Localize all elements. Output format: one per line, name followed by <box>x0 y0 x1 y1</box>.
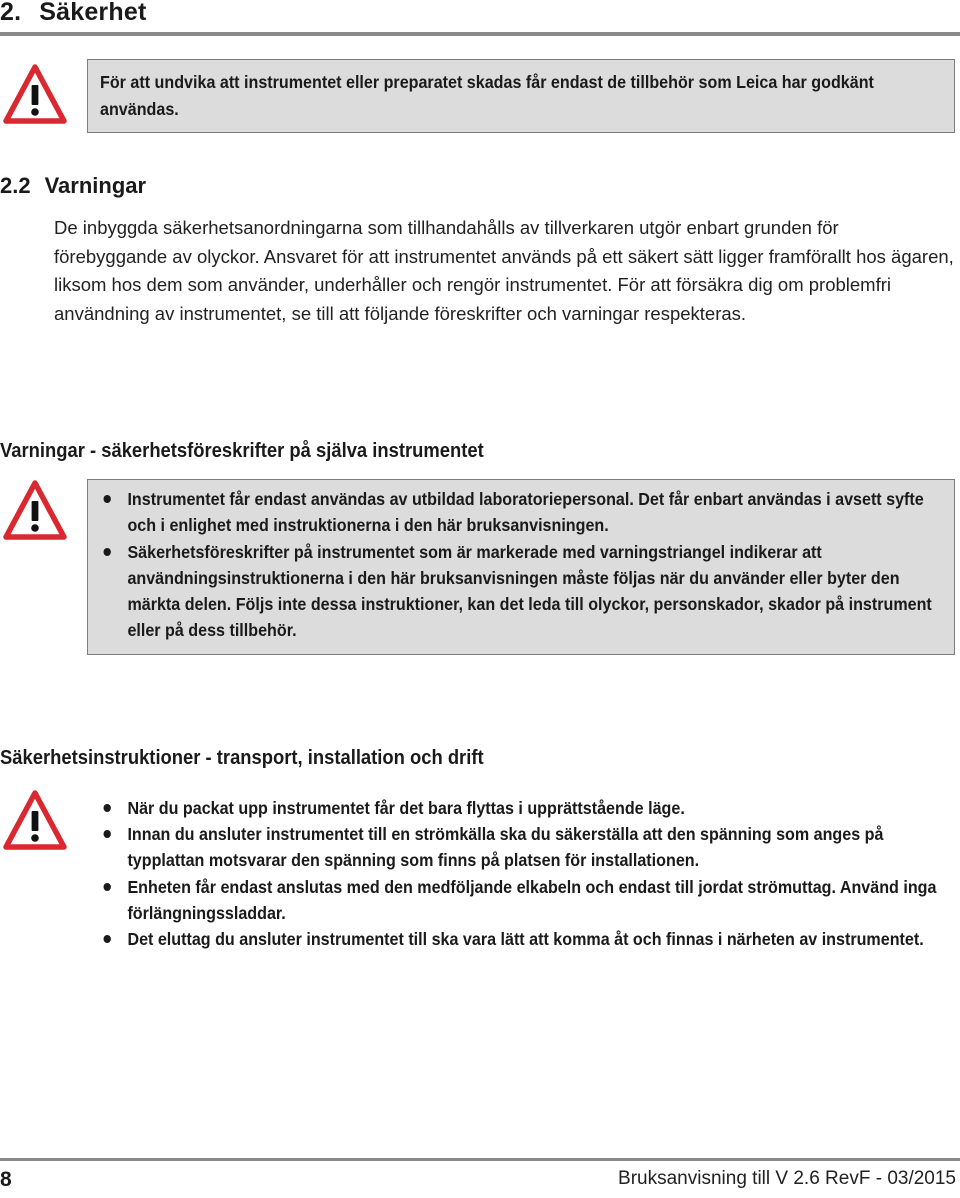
section-title: Varningar <box>44 173 147 198</box>
list-item-text: Instrumentet får endast användas av utbildad laboratoriepersonal. Det får enbart användas i avsett syfte och i enlighet med instruktionerna i den här bruksanvisningen. <box>127 489 924 536</box>
chapter-rule <box>0 32 960 36</box>
safety-list <box>98 795 958 952</box>
footer-rule <box>0 1158 960 1161</box>
footer-document-title: Bruksanvisning till V 2.6 RevF - 03/2015 <box>618 1168 956 1189</box>
subheading-instrument-warnings: Varningar - säkerhetsföreskrifter på själva instrumentet <box>0 440 484 462</box>
list-item <box>98 795 958 821</box>
list-item <box>98 821 958 873</box>
list-item-text: Innan du ansluter instrumentet till en strömkälla ska du säkerställa att den spänning som anges på typplattan motsvarar den spänning som finns på platsen för installationen. <box>127 824 884 871</box>
bullet-icon <box>104 935 111 943</box>
bullet-icon <box>104 495 111 503</box>
list-item-text: Säkerhetsföreskrifter på instrumentet som är markerade med varningstriangel indikerar att användningsinstruktionerna i den här bruksanvisningen måste följas när du använder eller byter den märkta delen. Följs inte dessa instruktioner, kan det leda till olyckor, personskador, skador på instrument eller på dess tillbehör. <box>127 541 932 641</box>
chapter-number: 2. <box>0 0 22 26</box>
list-item <box>98 539 942 644</box>
list-item-text: Det eluttag du ansluter instrumentet till ska vara lätt att komma åt och finnas i närheten av instrumentet. <box>127 929 924 950</box>
list-item <box>98 874 958 926</box>
section-warnings <box>0 172 960 328</box>
list-item-text: När du packat upp instrumentet får det bara flyttas i upprättstående läge. <box>127 798 685 818</box>
warning-list <box>98 486 942 644</box>
warning-box <box>87 479 955 655</box>
page-number: 8 <box>0 1168 12 1191</box>
chapter-title-text: Säkerhet <box>39 0 147 26</box>
bullet-icon <box>104 883 111 891</box>
section-heading <box>0 172 960 200</box>
list-item-text: Enheten får endast anslutas med den medföljande elkabeln och endast till jordat strömuttag. Använd inga förlängningssladdar. <box>127 876 937 923</box>
list-item <box>98 926 958 952</box>
safety-list-container <box>98 795 960 952</box>
bullet-icon <box>104 830 111 838</box>
notice-box <box>87 59 955 133</box>
warning-triangle-icon <box>2 62 68 126</box>
chapter-title <box>0 0 146 27</box>
bullet-icon <box>104 548 111 556</box>
subheading-safety-instructions: Säkerhetsinstruktioner - transport, installation och drift <box>0 747 484 769</box>
chapter-header <box>0 0 960 40</box>
warning-triangle-icon <box>2 478 68 542</box>
notice-text: För att undvika att instrumentet eller preparatet skadas får endast de tillbehör som Leica har godkänt användas. <box>100 72 874 119</box>
list-item <box>98 486 942 539</box>
section-body: De inbyggda säkerhetsanordningarna som tillhandahålls av tillverkaren utgör enbart grunden för förebyggande av olyckor. Ansvaret för att instrumentet används på ett säkert sätt ligger framförallt hos ägaren, liksom hos dem som använder, underhåller och rengör instrumentet. För att försäkra dig om problemfri användning av instrumentet, se till att följande föreskrifter och varningar respekteras. <box>54 217 954 324</box>
section-number: 2.2 <box>0 173 31 198</box>
warning-triangle-icon <box>2 788 68 852</box>
bullet-icon <box>104 804 111 812</box>
